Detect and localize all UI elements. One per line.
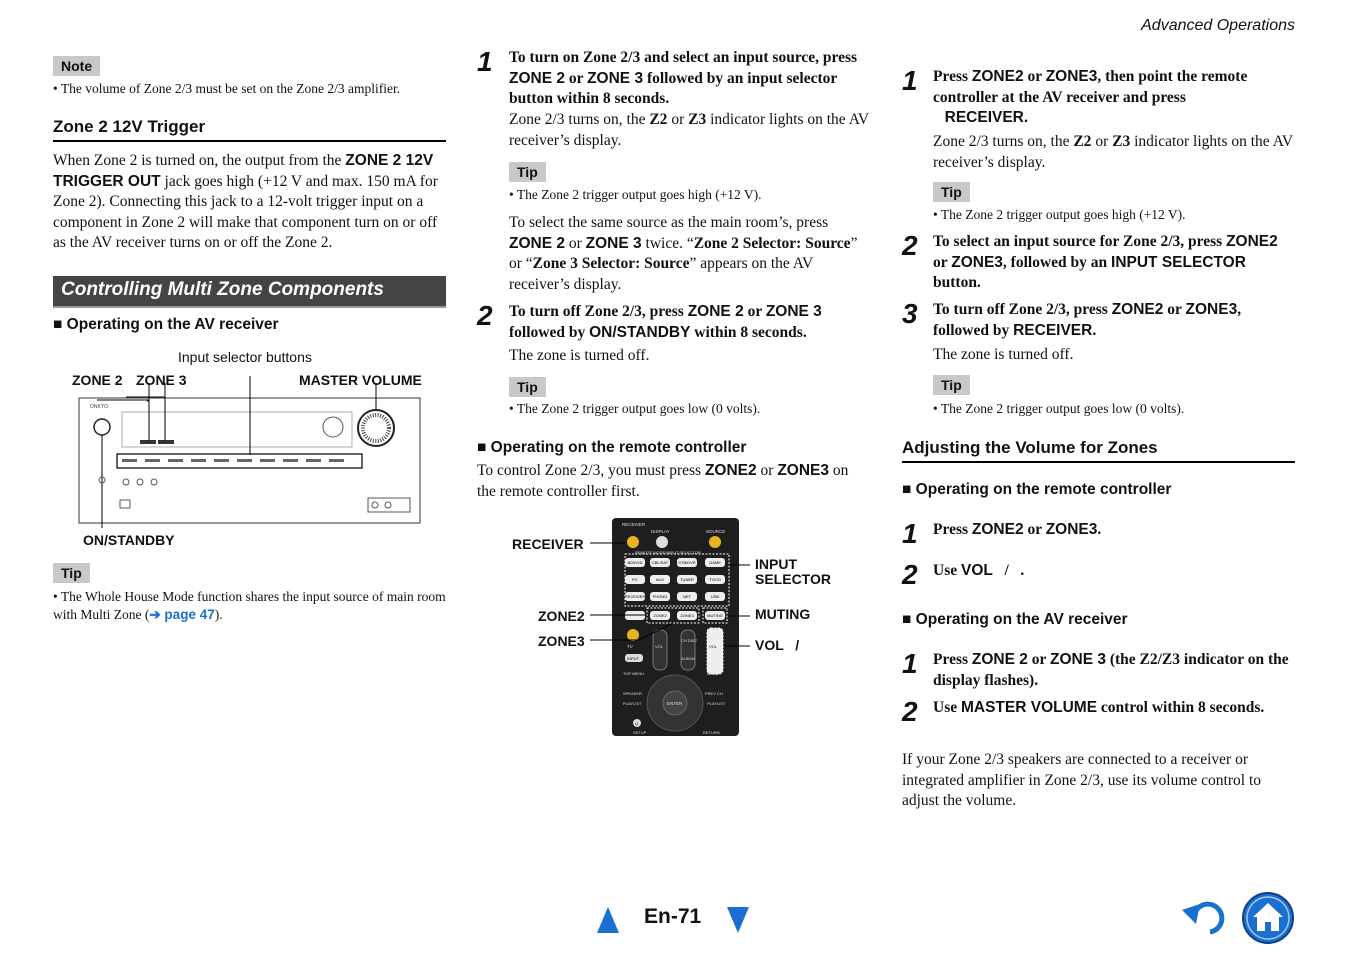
remote-step2-number: 2 (902, 559, 918, 590)
svg-text:REMOTE MODE/INPUT SELECTOR: REMOTE MODE/INPUT SELECTOR (635, 550, 701, 555)
page-47-link[interactable]: ➔ page 47 (149, 607, 215, 622)
volume-heading: Adjusting the Volume for Zones (902, 438, 1295, 463)
svg-text:ZONE3: ZONE3 (680, 613, 694, 618)
remote-step2-text: Use VOL / . (933, 562, 1025, 579)
av-step2-number: 2 (902, 696, 918, 727)
remote-controller-diagram (585, 518, 755, 738)
svg-text:Q: Q (635, 721, 639, 726)
svg-text:TV/CD: TV/CD (709, 577, 721, 582)
right-op-remote-heading: ■ Operating on the remote controller (902, 481, 1172, 498)
mid-step2-number: 2 (477, 300, 493, 331)
mid-step2-body: The zone is turned off. (509, 347, 650, 364)
remote-vol-label: VOL / (755, 637, 800, 653)
remote-zone3-label: ZONE3 (538, 633, 585, 649)
on-standby-knob (94, 419, 110, 435)
receiver-front-panel (70, 370, 430, 535)
master-volume-label: MASTER VOLUME (299, 372, 422, 388)
section-banner: Controlling Multi Zone Components (53, 276, 446, 308)
svg-text:ALBUM: ALBUM (681, 656, 695, 661)
svg-text:BD/DVD: BD/DVD (627, 560, 643, 565)
svg-text:AUX: AUX (655, 577, 665, 582)
svg-text:MENU: MENU (707, 671, 719, 676)
av-step1-number: 1 (902, 648, 918, 679)
right-step1-body: Zone 2/3 turns on, the Z2 or Z3 indicator lights on the AV receiver’s display. (933, 133, 1293, 171)
remote-receiver-label: RECEIVER (512, 536, 584, 552)
remote-step1-text: Press ZONE2 or ZONE3. (933, 521, 1102, 538)
mid-step1-text: To turn on Zone 2/3 and select an input source, press ZONE 2 or ZONE 3 followed by an input selector button within 8 seconds. (509, 49, 858, 107)
svg-text:ZONE2: ZONE2 (653, 613, 667, 618)
on-standby-label: ON/STANDBY (83, 532, 175, 548)
remote-zone2-label: ZONE2 (538, 608, 585, 624)
right-step3-text: To turn off Zone 2/3, press ZONE2 or ZONE3, followed by RECEIVER. (933, 301, 1242, 339)
mid-op-remote-heading: ■ Operating on the remote controller (477, 439, 747, 456)
svg-text:TUNER: TUNER (680, 577, 694, 582)
av-step1-text: Press ZONE 2 or ZONE 3 (the Z2/Z3 indicator on the display flashes). (933, 651, 1289, 689)
right-step3-body: The zone is turned off. (933, 346, 1074, 363)
right-step2-text: To select an input source for Zone 2/3, press ZONE2 or ZONE3, followed by an INPUT SELECTOR button. (933, 233, 1278, 291)
mid-step1-body: Zone 2/3 turns on, the Z2 or Z3 indicator lights on the AV receiver’s display. (509, 111, 869, 149)
remote-input-selector-label: INPUT SELECTOR (755, 556, 831, 587)
mid-step1-number: 1 (477, 46, 493, 77)
mid-tip2-text: • The Zone 2 trigger output goes low (0 volts). (509, 401, 761, 416)
right-tip1-text: • The Zone 2 trigger output goes high (+12 V). (933, 207, 1186, 222)
right-step2-number: 2 (902, 230, 918, 261)
tip-text-left: • The Whole House Mode function shares the input source of main room with Multi Zone (➔ page 47). (53, 589, 446, 622)
svg-text:VOL: VOL (709, 644, 718, 649)
right-op-av-heading: ■ Operating on the AV receiver (902, 611, 1128, 628)
header-section-title: Advanced Operations (1141, 17, 1295, 34)
svg-text:STB/DVR: STB/DVR (678, 560, 696, 565)
svg-text:USB: USB (710, 594, 720, 599)
svg-text:GAME: GAME (709, 560, 721, 565)
page-number: En-71 (644, 905, 702, 928)
final-paragraph: If your Zone 2/3 speakers are connected to a receiver or integrated amplifier in Zone 2/3, use its volume control to adjust the volume. (902, 751, 1261, 809)
note-text: • The volume of Zone 2/3 must be set on the Zone 2/3 amplifier. (53, 81, 401, 96)
right-tip2-label: Tip (933, 375, 970, 395)
mid-step2-text: To turn off Zone 2/3, press ZONE 2 or ZONE 3 followed by ON/STANDBY within 8 seconds. (509, 303, 822, 341)
svg-text:SETUP: SETUP (633, 730, 647, 735)
svg-text:PC: PC (632, 577, 638, 582)
svg-text:SPEAKER: SPEAKER (623, 691, 642, 696)
svg-text:RETURN: RETURN (703, 730, 720, 735)
svg-text:PLAYLIST: PLAYLIST (707, 701, 726, 706)
mid-tip1-label: Tip (509, 162, 546, 182)
trigger-paragraph: When Zone 2 is turned on, the output from the ZONE 2 12V TRIGGER OUT jack goes high (+12 V and max. 150 mA for Zone 2). Connecting this jack to a 12-volt trigger input on a component in Zone 2 will make that component turn on or off as the AV receiver turns on or off the Zone 2. (53, 152, 438, 251)
op-av-heading: ■ Operating on the AV receiver (53, 316, 279, 333)
svg-text:RECEIVER: RECEIVER (622, 522, 646, 527)
home-icon[interactable] (1241, 891, 1295, 945)
svg-text:CH DISC: CH DISC (681, 638, 698, 643)
note-label: Note (53, 56, 100, 76)
right-tip1-label: Tip (933, 182, 970, 202)
svg-text:DISPLAY: DISPLAY (651, 529, 670, 534)
trigger-heading: Zone 2 12V Trigger (53, 117, 446, 142)
svg-text:VOL: VOL (655, 644, 664, 649)
back-icon[interactable] (1180, 896, 1230, 940)
brand-logo: ONKYO (90, 404, 109, 410)
zone2-label: ZONE 2 (72, 372, 123, 388)
svg-text:CBL/SAT: CBL/SAT (651, 560, 669, 565)
svg-text:SOURCE: SOURCE (706, 529, 726, 534)
mid-remote-paragraph: To control Zone 2/3, you must press ZONE2 or ZONE3 on the remote controller first. (477, 462, 849, 500)
input-selector-buttons-label: Input selector buttons (178, 349, 312, 365)
right-step1-text: Press ZONE2 or ZONE3, then point the remote controller at the AV receiver and press RECEIVER. (933, 68, 1248, 126)
mid-tip2-label: Tip (509, 377, 546, 397)
svg-text:RECEIVER: RECEIVER (624, 594, 646, 599)
svg-text:PREV CH: PREV CH (705, 691, 723, 696)
svg-text:ENTER: ENTER (667, 701, 683, 706)
right-tip2-text: • The Zone 2 trigger output goes low (0 volts). (933, 401, 1185, 416)
svg-text:TV: TV (627, 644, 633, 649)
svg-text:INPUT: INPUT (627, 656, 639, 661)
right-step1-number: 1 (902, 65, 918, 96)
svg-text:TOP MENU: TOP MENU (623, 671, 644, 676)
svg-text:PLAYLIST: PLAYLIST (623, 701, 642, 706)
next-page-arrow-icon[interactable] (726, 905, 750, 935)
mid-tip1-text: • The Zone 2 trigger output goes high (+12 V). (509, 187, 762, 202)
receiver-power-button (627, 536, 639, 548)
av-step2-text: Use MASTER VOLUME control within 8 seconds. (933, 699, 1265, 716)
svg-text:MUTING: MUTING (707, 613, 723, 618)
prev-page-arrow-icon[interactable] (596, 905, 620, 935)
mid-same-source: To select the same source as the main room’s, press ZONE 2 or ZONE 3 twice. “Zone 2 Selector: Source” or “Zone 3 Selector: Source” appears on the AV receiver’s display. (509, 214, 858, 293)
remote-step1-number: 1 (902, 518, 918, 549)
remote-muting-label: MUTING (755, 606, 811, 622)
zone3-label: ZONE 3 (136, 372, 187, 388)
tip-label-left: Tip (53, 563, 90, 583)
right-step3-number: 3 (902, 298, 918, 329)
svg-text:NET: NET (683, 594, 691, 599)
svg-text:PHONO: PHONO (652, 594, 668, 599)
